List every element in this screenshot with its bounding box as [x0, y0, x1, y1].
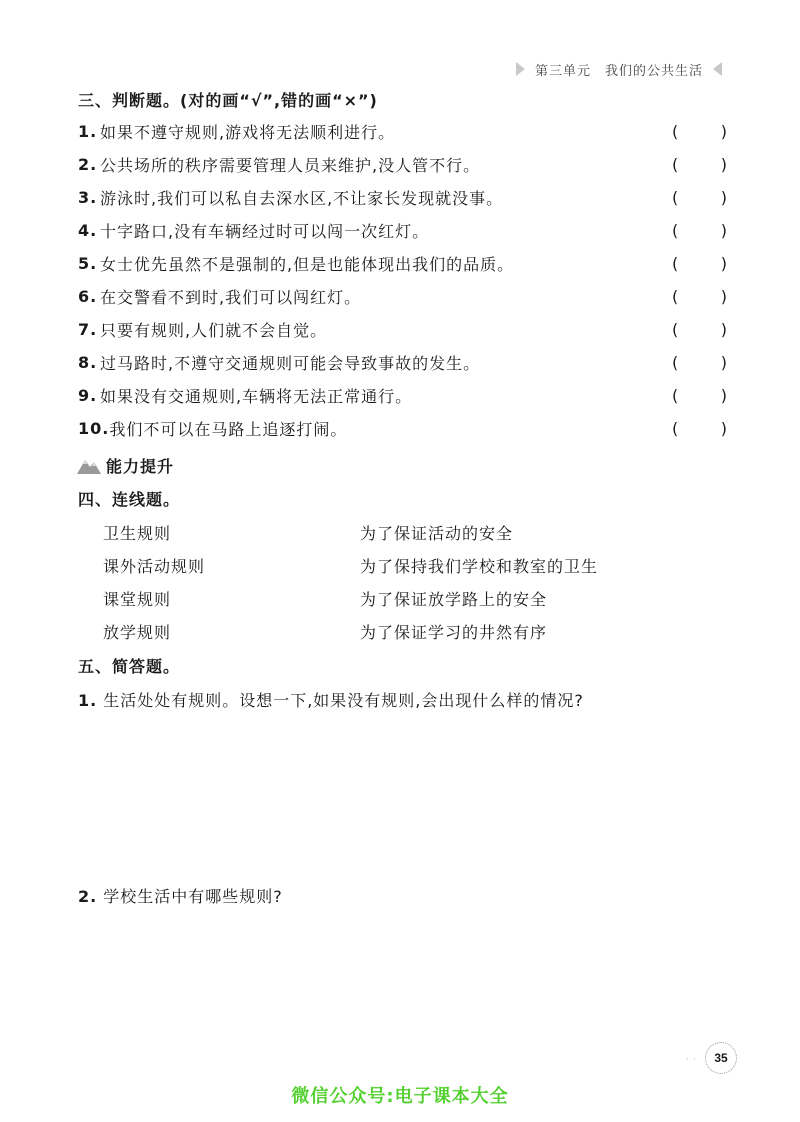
item-text: 只要有规则,人们就不会自觉。 — [100, 320, 328, 340]
unit-title: 我们的公共生活 — [604, 63, 703, 79]
ability-label: 能力提升 — [106, 456, 175, 476]
tf-item — [78, 416, 728, 440]
match-right-item: 为了保证学习的井然有序 — [360, 623, 548, 642]
section-3-title: 三、判断题。(对的画“√”,错的画“×”) — [78, 91, 378, 110]
paren-close: ) — [720, 253, 728, 273]
item-number: 5. — [78, 253, 98, 273]
paren-close: ) — [720, 220, 728, 240]
item-text: 十字路口,没有车辆经过时可以闯一次红灯。 — [100, 221, 430, 241]
watermark: 微信公众号:电子课本大全 — [291, 1086, 509, 1107]
section-4-title: 四、连线题。 — [78, 490, 181, 509]
match-right-item: 为了保持我们学校和教室的卫生 — [360, 557, 599, 576]
item-text: 游泳时,我们可以私自去深水区,不让家长发现就没事。 — [100, 188, 504, 208]
paren-open: ( — [672, 220, 680, 240]
paren-close: ) — [720, 352, 728, 372]
ability-heading — [76, 453, 174, 477]
answer-blank[interactable] — [672, 287, 728, 306]
page-number: 35 — [705, 1042, 737, 1074]
item-number: 10. — [78, 418, 110, 438]
header-right-triangle-icon — [713, 62, 722, 76]
paren-open: ( — [672, 121, 680, 141]
item-text: 公共场所的秩序需要管理人员来维护,没人管不行。 — [100, 155, 481, 175]
section-5-title: 五、简答题。 — [78, 657, 181, 676]
question-number: 1. — [78, 691, 98, 710]
match-left-item: 放学规则 — [103, 623, 172, 642]
paren-open: ( — [672, 154, 680, 174]
item-number: 1. — [78, 121, 98, 141]
paren-close: ) — [720, 187, 728, 207]
tf-item — [78, 284, 728, 308]
answer-blank[interactable] — [672, 353, 728, 372]
answer-blank[interactable] — [672, 155, 728, 174]
tf-item — [78, 119, 728, 143]
answer-blank[interactable] — [672, 221, 728, 240]
short-answer-question — [78, 688, 584, 711]
item-text: 如果没有交通规则,车辆将无法正常通行。 — [100, 386, 413, 406]
item-number: 4. — [78, 220, 98, 240]
match-left-item: 课外活动规则 — [103, 557, 206, 576]
item-text: 我们不可以在马路上追逐打闹。 — [109, 419, 348, 439]
page-number-dots: · · — [686, 1055, 697, 1064]
question-text: 学校生活中有哪些规则? — [103, 887, 283, 906]
item-text: 女士优先虽然不是强制的,但是也能体现出我们的品质。 — [100, 254, 515, 274]
tf-item — [78, 350, 728, 374]
paren-close: ) — [720, 385, 728, 405]
paren-open: ( — [672, 253, 680, 273]
paren-close: ) — [720, 286, 728, 306]
tf-item — [78, 218, 728, 242]
answer-blank[interactable] — [672, 386, 728, 405]
tf-item — [78, 317, 728, 341]
paren-close: ) — [720, 154, 728, 174]
answer-blank[interactable] — [672, 122, 728, 141]
answer-blank[interactable] — [672, 188, 728, 207]
answer-blank[interactable] — [672, 320, 728, 339]
paren-close: ) — [720, 121, 728, 141]
match-left-item: 卫生规则 — [103, 524, 172, 543]
tf-item — [78, 152, 728, 176]
short-answer-question — [78, 884, 283, 907]
answer-blank[interactable] — [672, 254, 728, 273]
item-number: 3. — [78, 187, 98, 207]
item-text: 过马路时,不遵守交通规则可能会导致事故的发生。 — [100, 353, 481, 373]
tf-item — [78, 185, 728, 209]
item-number: 6. — [78, 286, 98, 306]
item-number: 2. — [78, 154, 98, 174]
item-number: 8. — [78, 352, 98, 372]
tf-item — [78, 383, 728, 407]
mountain-icon — [76, 455, 102, 475]
page-header — [516, 58, 722, 80]
paren-open: ( — [672, 385, 680, 405]
paren-open: ( — [672, 286, 680, 306]
item-text: 在交警看不到时,我们可以闯红灯。 — [100, 287, 362, 307]
header-left-triangle-icon — [516, 62, 525, 76]
match-right-item: 为了保证活动的安全 — [360, 524, 514, 543]
paren-open: ( — [672, 352, 680, 372]
paren-open: ( — [672, 187, 680, 207]
match-right-item: 为了保证放学路上的安全 — [360, 590, 548, 609]
item-number: 7. — [78, 319, 98, 339]
unit-label: 第三单元 — [534, 63, 591, 79]
item-number: 9. — [78, 385, 98, 405]
paren-open: ( — [672, 418, 680, 438]
match-left-item: 课堂规则 — [103, 590, 172, 609]
paren-close: ) — [720, 418, 728, 438]
answer-blank[interactable] — [672, 419, 728, 438]
item-text: 如果不遵守规则,游戏将无法顺利进行。 — [100, 122, 396, 142]
question-text: 生活处处有规则。设想一下,如果没有规则,会出现什么样的情况? — [103, 691, 584, 710]
question-number: 2. — [78, 887, 98, 906]
paren-close: ) — [720, 319, 728, 339]
tf-item — [78, 251, 728, 275]
paren-open: ( — [672, 319, 680, 339]
